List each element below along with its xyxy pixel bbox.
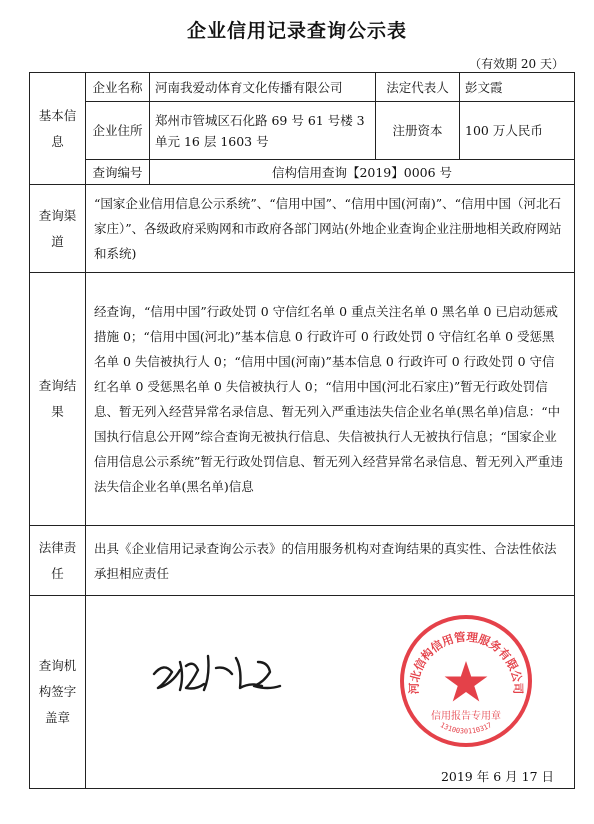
- page-title: 企业信用记录查询公示表: [186, 20, 407, 42]
- results-text: 经查询，“信用中国”行政处罚 0 守信红名单 0 重点关注名单 0 黑名单 0 已启动惩戒措施 0；“信用中国(河北)”基本信息 0 行政许可 0 行政处罚 0 守信红名单 0 受惩黑名单 0 失信被执行人 0；“信用中国(河南)”基本信息 0 行政许可 0 行政处罚 0 守信红名单 0 受惩黑名单 0 失信被执行人 0；“信用中国(河北石家庄)”暂无行政处罚信息、暂无列入经营异常名录信息、暂无列入严重违法失信企业名单(黑名单)信息：“中国执行信息公开网”综合查询无被执行信息、失信被执行人无被执行信息；“国家企业信用信息公示系统”暂无行政处罚信息、暂无列入经营异常名录信息、暂无列入严重违法失信企业名单(黑名单)信息: [86, 273, 575, 526]
- legal-rep-label: 法定代表人: [376, 73, 460, 102]
- company-name-value: 河南我爱动体育文化传播有限公司: [150, 73, 376, 102]
- seal-code-text: 1310030110317: [438, 721, 494, 736]
- signature-label: 查询机构签字盖章: [30, 596, 86, 789]
- address-label: 企业住所: [86, 102, 150, 160]
- issue-date: 2019 年 6 月 17 日: [440, 769, 554, 784]
- seal-purpose-text: 信用报告专用章: [431, 711, 501, 722]
- seal-org-text: 河北信构信用管理服务有限公司: [406, 629, 526, 695]
- svg-text:1310030110317: [439, 721, 493, 735]
- credit-record-table: [29, 72, 575, 789]
- official-seal-stamp: [396, 611, 536, 751]
- validity-note: （有效期 20 天）: [469, 57, 564, 71]
- capital-label: 注册资本: [376, 102, 460, 160]
- legal-text: 出具《企业信用记录查询公示表》的信用服务机构对查询结果的真实性、合法性依法承担相应责任: [86, 526, 575, 596]
- company-name-label: 企业名称: [86, 73, 150, 102]
- capital-value: 100 万人民币: [460, 102, 575, 160]
- legal-label: 法律责任: [30, 526, 86, 596]
- results-label: 查询结果: [30, 273, 86, 526]
- channels-label: 查询渠道: [30, 185, 86, 273]
- channels-text: “国家企业信用信息公示系统”、“信用中国”、“信用中国(河南)”、“信用中国（河北石家庄）”、各级政府采购网和市政府各部门网站(外地企业查询企业注册地相关政府网站和系统): [86, 185, 575, 273]
- basic-info-label: 基本信息: [30, 73, 86, 185]
- query-no-value: 信构信用查询【2019】0006 号: [150, 160, 575, 185]
- signature-cell: [86, 596, 575, 789]
- address-value: 郑州市管城区石化路 69 号 61 号楼 3 单元 16 层 1603 号: [150, 102, 376, 160]
- handwritten-signature: [146, 646, 286, 696]
- query-no-label: 查询编号: [86, 160, 150, 185]
- legal-rep-value: 彭文霞: [460, 73, 575, 102]
